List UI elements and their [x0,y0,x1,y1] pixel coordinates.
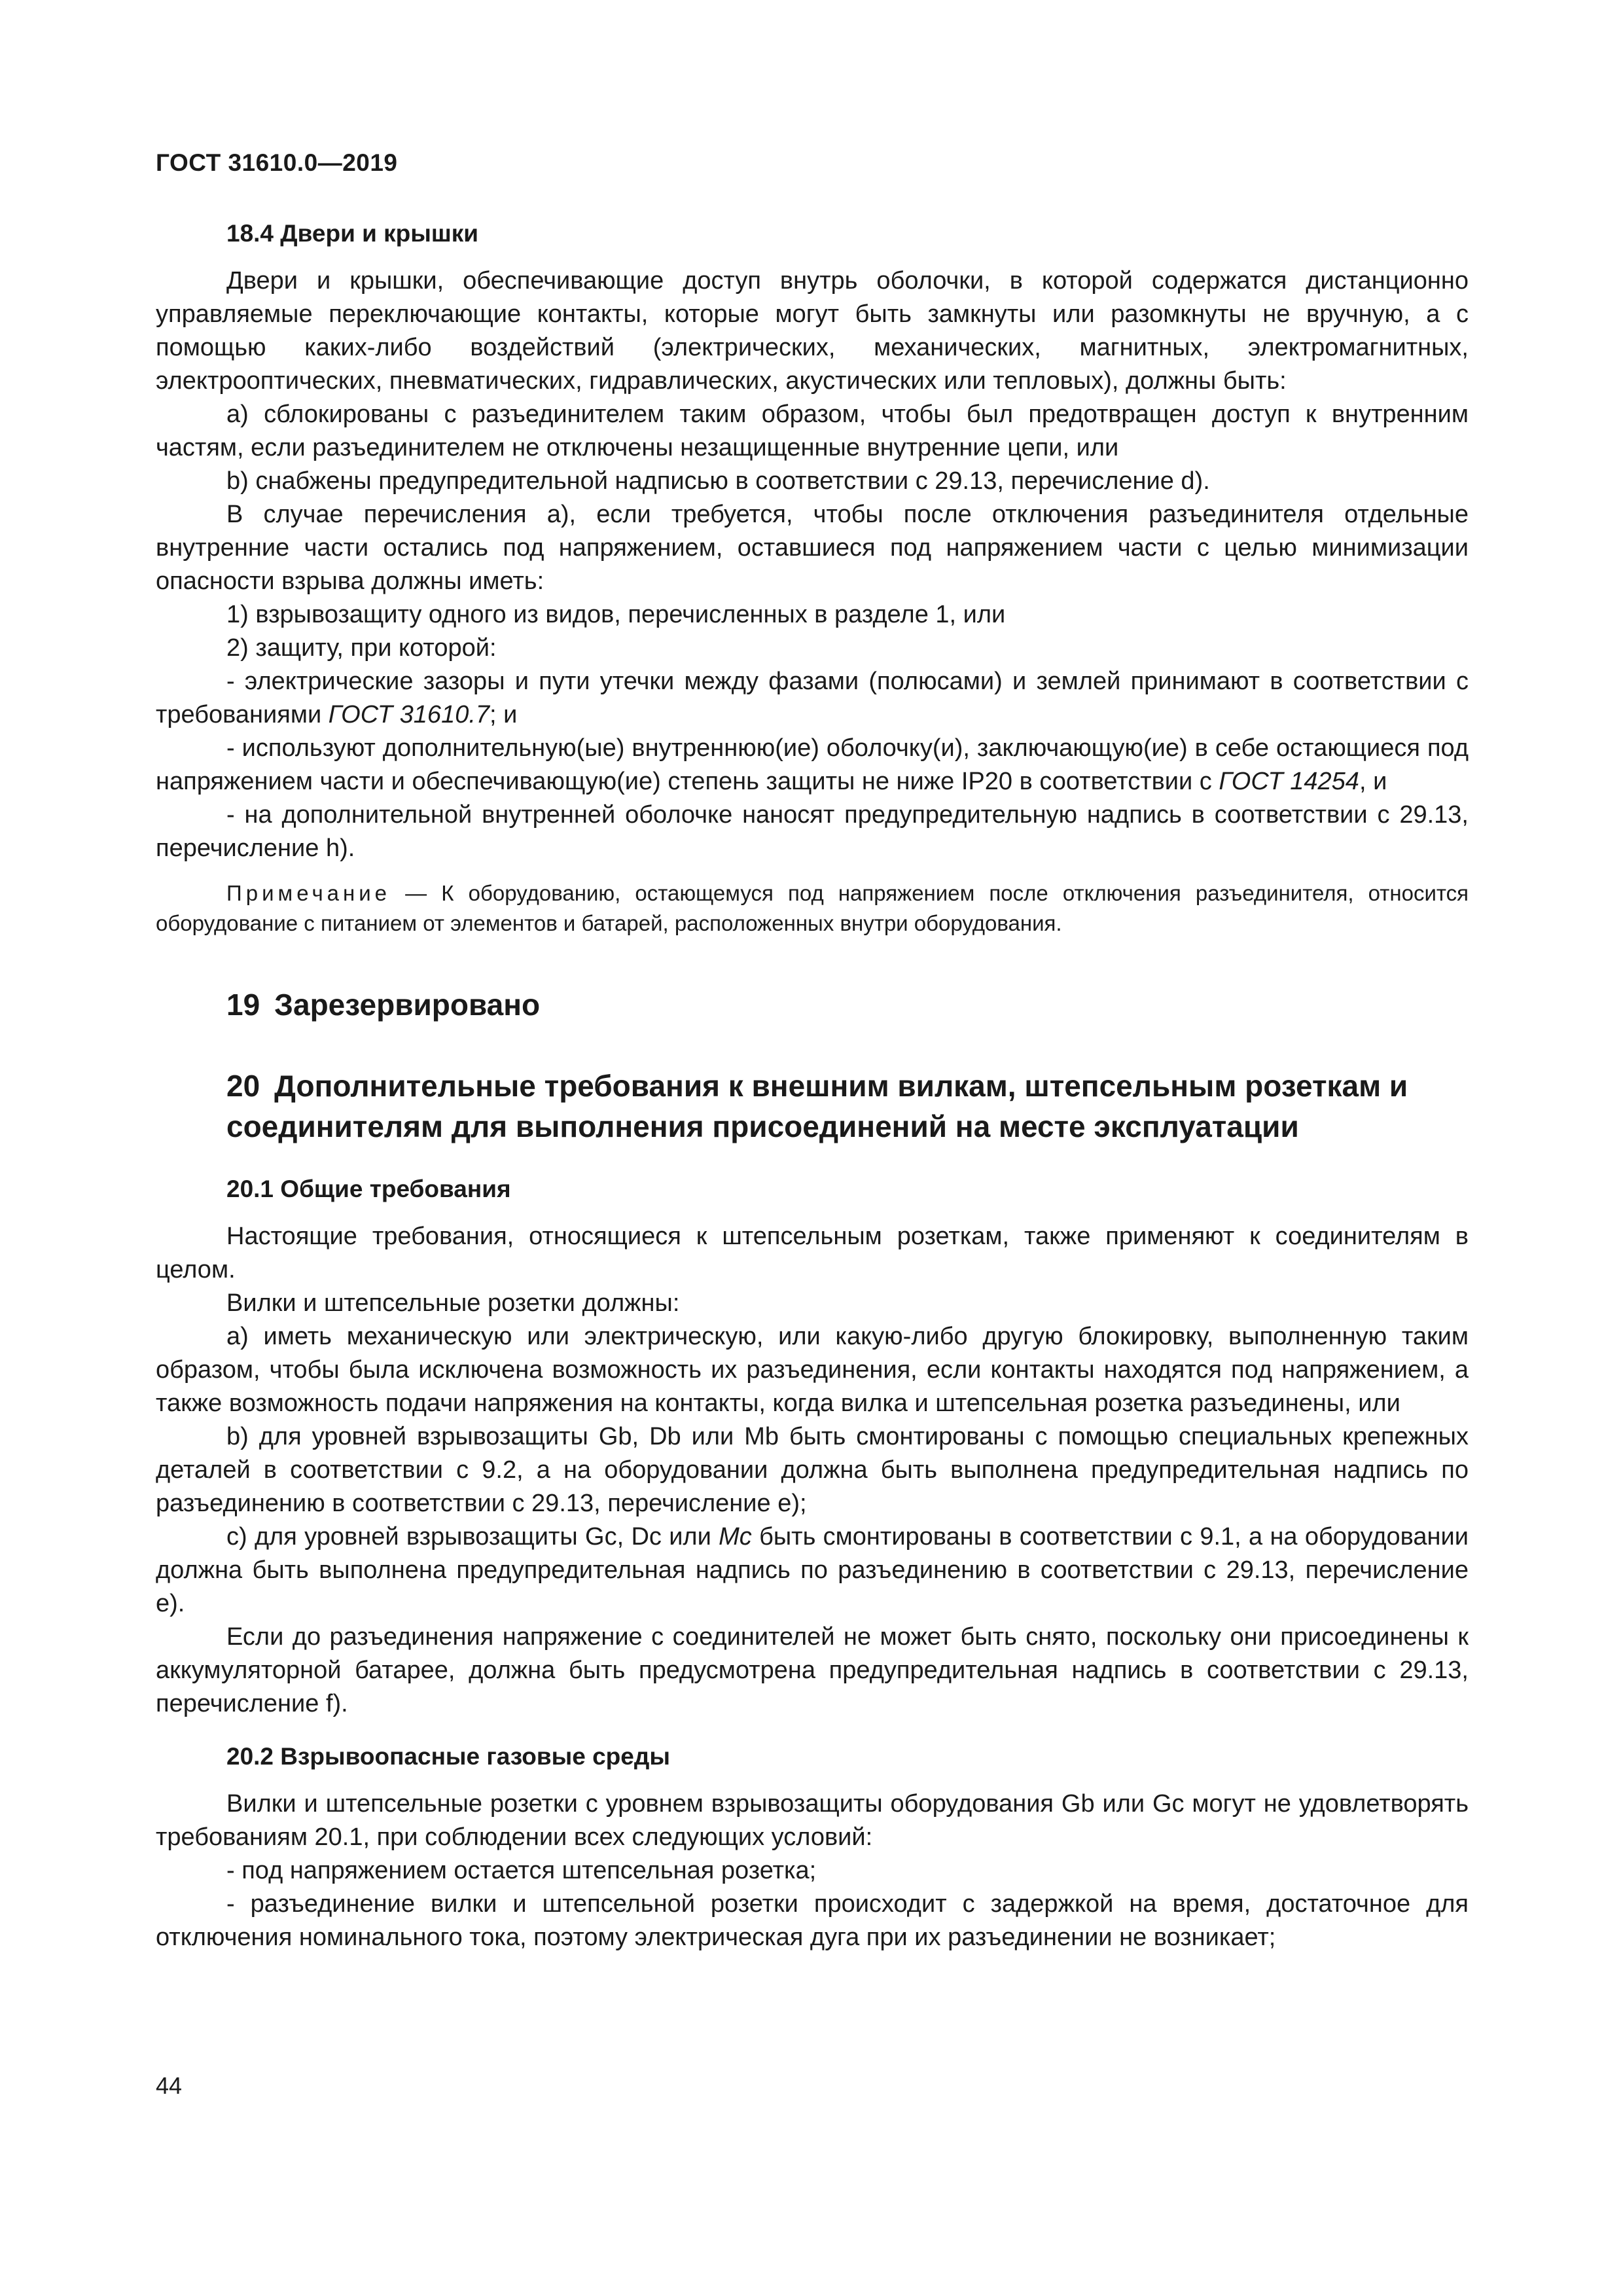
note [156,878,1469,939]
list-item-2: 2) защиту, при которой: [226,634,497,662]
paragraph: Вилки и штепсельные розетки с уровнем взрывозащиты оборудования Gb или Gc могут не удовлетворять требованиям 20.1, при соблюдении всех следующих условий: [156,1790,1469,1851]
dash-item-text: - электрические зазоры и пути утечки между фазами (полюсами) и землей принимают в соответствии с требованиями [156,668,1469,728]
dash-item: - на дополнительной внутренней оболочке наносят предупредительную надпись в соответствии с 29.13, перечисление h). [156,801,1469,862]
list-item-a: a) иметь механическую или электрическую, или какую-либо другую блокировку, выполненную таким образом, чтобы была исключена возможность их разъединения, если контакты находятся под напряжением, а также возможность подачи напряжения на контакты, когда вилка и штепсельная розетка разъединены, или [156,1323,1469,1417]
dash-item-text: - используют дополнительную(ые) внутреннюю(ие) оболочку(и), заключающую(ие) в себе остающиеся под напряжением части и обеспечивающую(ие) степень защиты не ниже IP20 в соответствии с [156,734,1469,795]
paragraph: Настоящие требования, относящиеся к штепсельным розеткам, также применяют к соединителям в целом. [156,1223,1469,1283]
section-title: Зарезервировано [274,988,541,1022]
dash-item-text: , и [1359,768,1387,795]
paragraph: Если до разъединения напряжение с соединителей не может быть снято, поскольку они присоединены к аккумуляторной батарее, должна быть предусмотрена предупредительная надпись в соответствии с 29.13, перечисление f). [156,1623,1469,1717]
list-item-c [156,1520,1469,1621]
page-content [156,217,1469,1954]
standard-reference-link: ГОСТ 14254 [1219,768,1359,795]
page-number: 44 [156,2072,183,2099]
section-20-2-title: 20.2 Взрывоопасные газовые среды [226,1743,670,1770]
standard-reference-link: ГОСТ 31610.7 [328,701,490,728]
paragraph: Двери и крышки, обеспечивающие доступ внутрь оболочки, в которой содержатся дистанционно управляемые переключающие контакты, которые могут быть замкнуты или разомкнуты не вручную, а с помощью каких-либо воздействий (электрических, механических, магнитных, электромагнитных, электрооптических, пневматических, гидравлических, акустических или тепловых), должны быть: [156,267,1469,395]
dash-item-text: ; и [490,701,518,728]
section-18-4-title: 18.4 Двери и крышки [226,220,478,247]
section-number: 19 [226,988,260,1022]
paragraph: Вилки и штепсельные розетки должны: [226,1289,680,1317]
dash-item [156,732,1469,798]
dash-item [156,665,1469,732]
section-title: Дополнительные требования к внешним вилкам, штепсельным розеткам и соединителям для выполнения присоединений на месте эксплуатации [226,1069,1408,1143]
list-item-text: c) для уровней взрывозащиты Gc, Dc или [226,1523,719,1551]
dash-item: - под напряжением остается штепсельная розетка; [226,1857,817,1884]
list-item-a: a) сблокированы с разъединителем таким образом, чтобы был предотвращен доступ к внутренним частям, если разъединителем не отключены незащищенные внутренние цепи, или [156,401,1469,461]
paragraph: В случае перечисления а), если требуется, чтобы после отключения разъединителя отдельные внутренние части остались под напряжением, оставшиеся под напряжением части с целью минимизации опасности взрыва должны иметь: [156,501,1469,595]
protection-level-mc: Mc [719,1523,752,1551]
section-20-1-title: 20.1 Общие требования [226,1175,511,1202]
section-19-heading [226,984,1470,1025]
note-label: Примечание [226,881,391,905]
document-id: ГОСТ 31610.0—2019 [156,149,398,176]
note-text: — К оборудованию, остающемуся под напряжением после отключения разъединителя, относится оборудование с питанием от элементов и батарей, расположенных внутри оборудования. [156,881,1469,935]
list-item-b: b) снабжены предупредительной надписью в соответствии с 29.13, перечисление d). [226,467,1210,495]
list-item-1: 1) взрывозащиту одного из видов, перечисленных в разделе 1, или [226,601,1006,628]
list-item-text: быть смонтированы в соответствии с 9.1, а на оборудовании должна быть выполнена предупредительная надпись по разъединению в соответствии с 29.13, перечисление e). [156,1523,1469,1617]
section-20-heading [226,1066,1470,1147]
list-item-b: b) для уровней взрывозащиты Gb, Db или Mb быть смонтированы с помощью специальных крепежных деталей в соответствии с 9.2, а на оборудовании должна быть выполнена предупредительная надпись по разъединению в соответствии с 29.13, перечисление e); [156,1423,1469,1517]
section-number: 20 [226,1069,260,1103]
dash-item: - разъединение вилки и штепсельной розетки происходит с задержкой на время, достаточное для отключения номинального тока, поэтому электрическая дуга при их разъединении не возникает; [156,1890,1469,1951]
